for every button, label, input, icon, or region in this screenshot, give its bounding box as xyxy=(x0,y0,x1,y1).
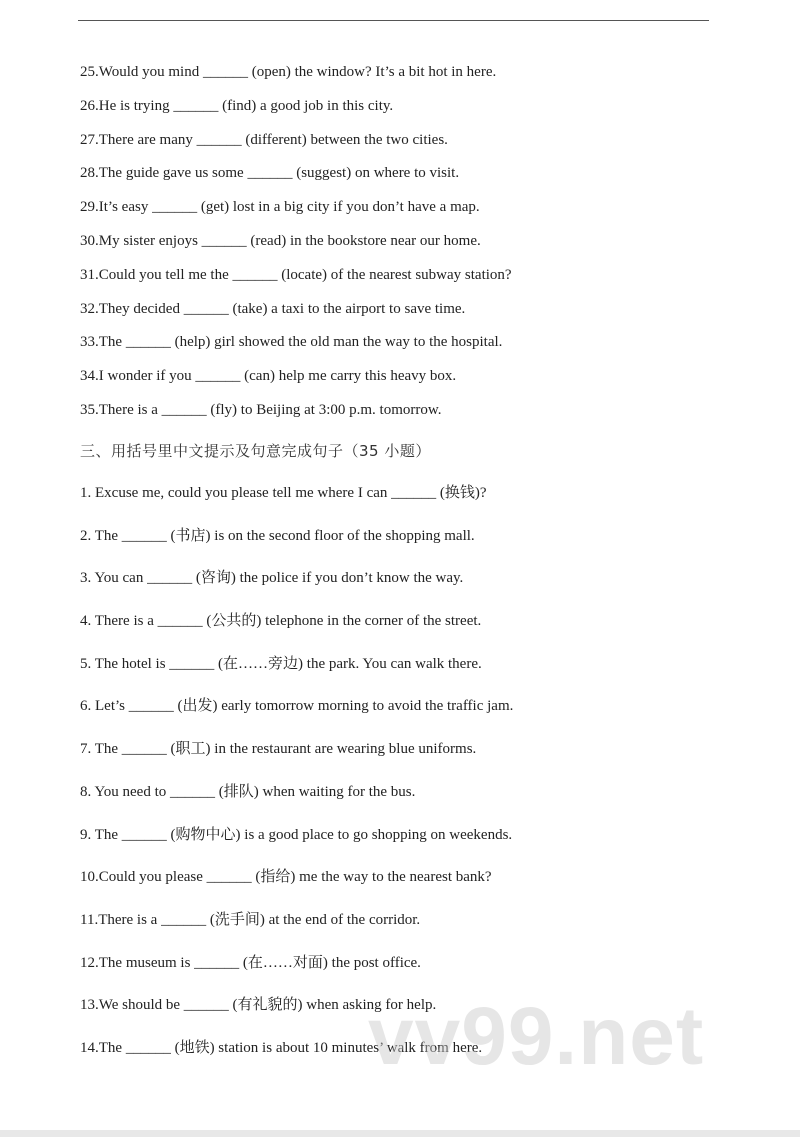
header-rule xyxy=(78,20,709,21)
question-4: 4. There is a ______ (公共的) telephone in the corner of the street. xyxy=(80,613,482,630)
question-1: 1. Excuse me, could you please tell me where I can ______ (换钱)? xyxy=(80,485,487,501)
section-heading: 三、用括号里中文提示及句意完成句子（35 小题） xyxy=(80,442,431,460)
question-34: 34.I wonder if you ______ (can) help me carry this heavy box. xyxy=(80,368,457,385)
question-5: 5. The hotel is ______ (在……旁边) the park. You can walk there. xyxy=(80,655,482,672)
question-11: 11.There is a ______ (洗手间) at the end of the corridor. xyxy=(80,911,421,928)
question-9: 9. The ______ (购物中心) is a good place to go shopping on weekends. xyxy=(80,826,513,843)
question-8: 8. You need to ______ (排队) when waiting for the bus. xyxy=(80,783,416,800)
page-bottom-edge xyxy=(0,1130,800,1137)
question-31: 31.Could you tell me the ______ (locate) of the nearest subway station? xyxy=(80,266,512,283)
question-6: 6. Let’s ______ (出发) early tomorrow morning to avoid the traffic jam. xyxy=(80,698,514,715)
question-27: 27.There are many ______ (different) between the two cities. xyxy=(80,131,448,148)
question-7: 7. The ______ (职工) in the restaurant are wearing blue uniforms. xyxy=(80,741,477,758)
watermark: vv99.net xyxy=(368,991,705,1082)
question-30: 30.My sister enjoys ______ (read) in the bookstore near our home. xyxy=(80,232,481,249)
question-2: 2. The ______ (书店) is on the second floor of the shopping mall. xyxy=(80,527,475,544)
exercise-section-chinese-hints xyxy=(80,472,513,1070)
question-14: 14.The ______ (地铁) station is about 10 minutes’ walk from here. xyxy=(80,1039,483,1056)
question-28: 28.The guide gave us some ______ (suggest) on where to visit. xyxy=(80,165,460,182)
question-13: 13.We should be ______ (有礼貌的) when asking for help. xyxy=(80,997,437,1014)
question-12: 12.The museum is ______ (在……对面) the post office. xyxy=(80,954,421,971)
question-26: 26.He is trying ______ (find) a good job in this city. xyxy=(80,97,394,114)
question-35: 35.There is a ______ (fly) to Beijing at 3:00 p.m. tomorrow. xyxy=(80,401,442,418)
question-33: 33.The ______ (help) girl showed the old man the way to the hospital. xyxy=(80,334,503,351)
question-10: 10.Could you please ______ (指给) me the way to the nearest bank? xyxy=(80,869,492,886)
question-25: 25.Would you mind ______ (open) the window? It’s a bit hot in here. xyxy=(80,64,497,80)
exercise-section-word-forms xyxy=(80,56,512,428)
question-29: 29.It’s easy ______ (get) lost in a big city if you don’t have a map. xyxy=(80,199,480,216)
question-3: 3. You can ______ (咨询) the police if you don’t know the way. xyxy=(80,570,464,587)
question-32: 32.They decided ______ (take) a taxi to the airport to save time. xyxy=(80,300,466,317)
